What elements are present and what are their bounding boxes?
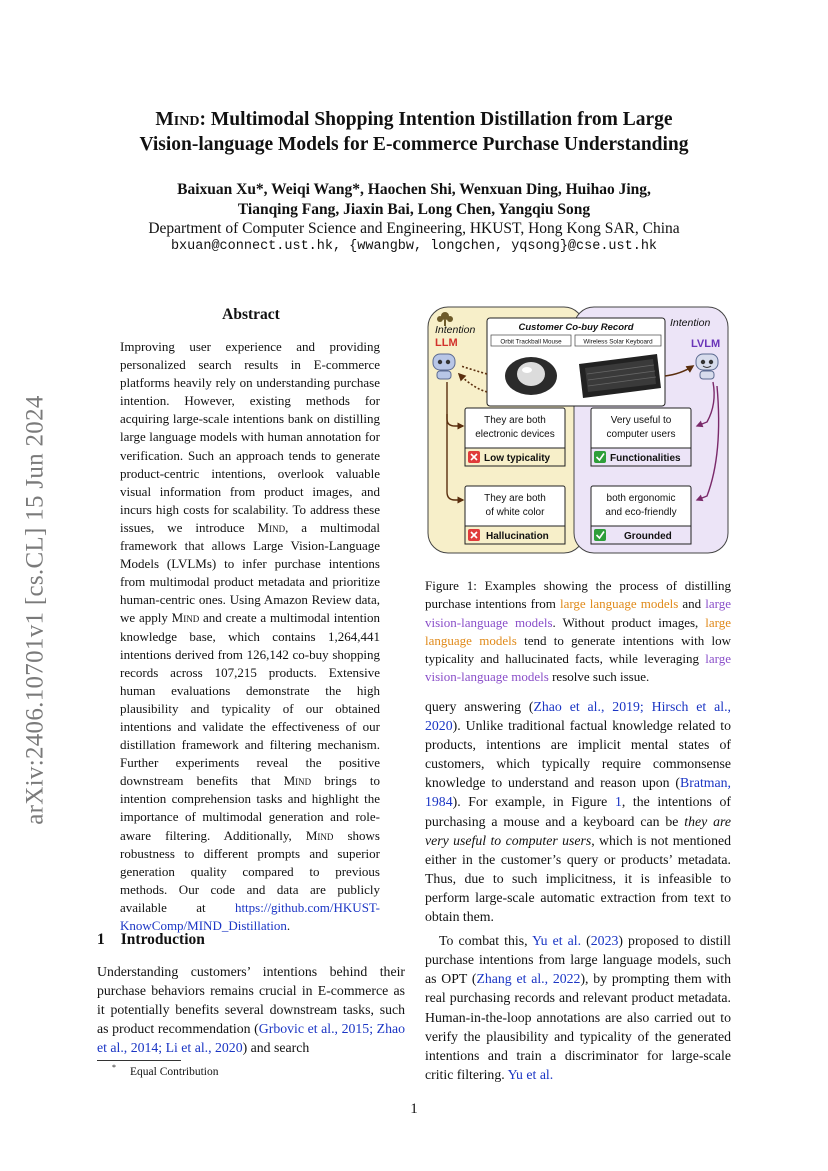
lvlm-intention-1 <box>591 408 691 466</box>
citation-link[interactable]: Yu et al. <box>507 1066 554 1082</box>
svg-text:electronic devices: electronic devices <box>475 429 555 440</box>
footnote-rule <box>97 1060 181 1061</box>
svg-text:Very useful to: Very useful to <box>610 415 672 426</box>
svg-text:both ergonomic: both ergonomic <box>606 493 676 504</box>
code-link[interactable]: https://github.com/HKUST-KnowComp/MIND_Distillation <box>120 899 380 933</box>
paper-title: Mind: Multimodal Shopping Intention Distillation from Large Vision-language Models for E-commerce Purchase Understanding <box>139 109 689 155</box>
title-mind: Mind <box>155 109 200 130</box>
trackball-mouse-icon <box>505 357 557 395</box>
citation-link[interactable]: Grbovic et al., 2015; Zhao et al., 2014; Li et al., 2020 <box>97 1021 405 1056</box>
abstract-body: Improving user experience and providing personalized search results in E-commerce platforms heavily rely on understanding purchase intention. However, existing methods for acquiring large-scale intentions bank on distilling large language models with human annotation for verification. Such an approach tends to generate product-centric intentions, overlook valuable visual information from product images, and incurs high costs for scalability. To address these issues, we introduce Mind, a multimodal framework that allows Large Vision-Language Models (LVLMs) to infer purchase intentions from multimodal product metadata and prioritize human-centric ones. Using Amazon Review data, we apply Mind and create a multimodal intention knowledge base, which contains 1,264,441 intentions derived from 126,142 co-buy shopping records across 107,215 products. Extensive human evaluations demonstrate the high plausibility and typicality of our obtained intentions and validate the effectiveness of our distillation framework and filtering mechanism. Further experiments reveal the positive downstream benefits that Mind brings to intention comprehension tasks and highlight the importance of multimodal generation and role-aware filtering. Additionally, Mind shows robustness to different prompts and superior generation quality compared to previous methods. Our code and data are publicly available at https://github.com/HKUST-KnowComp/MIND_Distillation. <box>120 339 381 933</box>
svg-text:and eco-friendly: and eco-friendly <box>605 507 677 518</box>
intro-paragraph: Understanding customers’ intentions behind their purchase behaviors remains crucial in E-commerce as it potentially benefits several downstream tasks, such as product recommendation (Grbovic et al., 2015; Zhao et al., 2014; Li et al., 2020) and search <box>97 964 405 1056</box>
svg-text:Hallucination: Hallucination <box>486 531 549 542</box>
affiliation: Department of Computer Science and Engineering, HKUST, Hong Kong SAR, China <box>148 220 680 237</box>
svg-text:Low typicality: Low typicality <box>484 453 551 464</box>
figure-ref-link[interactable]: 1 <box>614 794 622 810</box>
svg-text:computer users: computer users <box>606 429 676 440</box>
lvlm-intention-2 <box>591 486 691 544</box>
footnote: * Equal Contribution <box>112 1063 219 1078</box>
intro-right-column: query answering (Zhao et al., 2019; Hirsch et al., 2020). Unlike traditional factual knowledge related to products, intentions are implicit mental states of customers, which typically require commonsense knowledge to understand and reason upon (Bratman, 1984). For example, in Figure 1, the intentions of purchasing a mouse and a keyboard can be they are very useful to computer users, which is not mentioned either in the customer’s query or products’ metadata. Thus, due to such implicitness, it is infeasible to perform large-scale automatic extraction from text to obtain them. To combat this, Yu et al. (2023) proposed to distill purchase intentions from large language models, such as OPT (Zhang et al., 2022), by prompting them with real purchasing records and relevant product metadata. Human-in-the-loop annotations are also carried out to verify the plausibility and typicality of the generated intentions and train a discriminator for large-scale critic filtering. Yu et al. <box>425 699 732 1082</box>
co-buy-record-title: Customer Co-buy Record <box>518 322 634 333</box>
svg-text:They are both: They are both <box>484 415 546 426</box>
left-intention-title: Intention <box>435 324 476 336</box>
figure-1-caption: Figure 1: Examples showing the process of distilling purchase intentions from large language models and large vision-language models. Without product images, large language models tend to generate intentions with low typicality and hallucinated facts, while leveraging large vision-language models resolve such issue. <box>425 578 731 685</box>
check-icon <box>594 451 606 463</box>
author-emails: bxuan@connect.ust.hk, {wwangbw, longchen, yqsong}@cse.ust.hk <box>170 239 658 254</box>
svg-text:Functionalities: Functionalities <box>610 453 681 464</box>
left-model-label: LLM <box>435 337 458 349</box>
svg-text:of white color: of white color <box>485 507 545 518</box>
right-intention-title: Intention <box>670 317 711 329</box>
right-model-label: LVLM <box>691 338 721 350</box>
figure-1 <box>425 304 731 556</box>
citation-link[interactable]: 2023 <box>590 933 619 949</box>
llm-intention-1 <box>465 408 565 466</box>
svg-text:They are both: They are both <box>484 493 546 504</box>
abstract-heading: Abstract <box>222 306 280 323</box>
citation-link[interactable]: Yu et al. <box>532 933 582 949</box>
llm-intention-2 <box>465 486 565 544</box>
authors: Baixuan Xu*, Weiqi Wang*, Haochen Shi, Wenxuan Ding, Huihao Jing, Tianqing Fang, Jiaxin Bai, Long Chen, Yangqiu Song <box>177 181 651 218</box>
arxiv-stamp: arXiv:2406.10701v1 [cs.CL] 15 Jun 2024 <box>22 395 50 825</box>
section-heading-introduction: 1 Introduction <box>97 931 205 948</box>
citation-link[interactable]: Zhao et al., 2019; Hirsch et al., 2020 <box>425 699 731 734</box>
citation-link[interactable]: Zhang et al., 2022 <box>476 971 581 987</box>
svg-text:Grounded: Grounded <box>624 531 672 542</box>
citation-link[interactable]: Bratman, 1984 <box>425 775 731 810</box>
check-icon <box>594 529 606 541</box>
product-2-label: Wireless Solar Keyboard <box>583 338 653 346</box>
product-1-label: Orbit Trackball Mouse <box>500 338 562 346</box>
page-number: 1 <box>410 1101 418 1117</box>
